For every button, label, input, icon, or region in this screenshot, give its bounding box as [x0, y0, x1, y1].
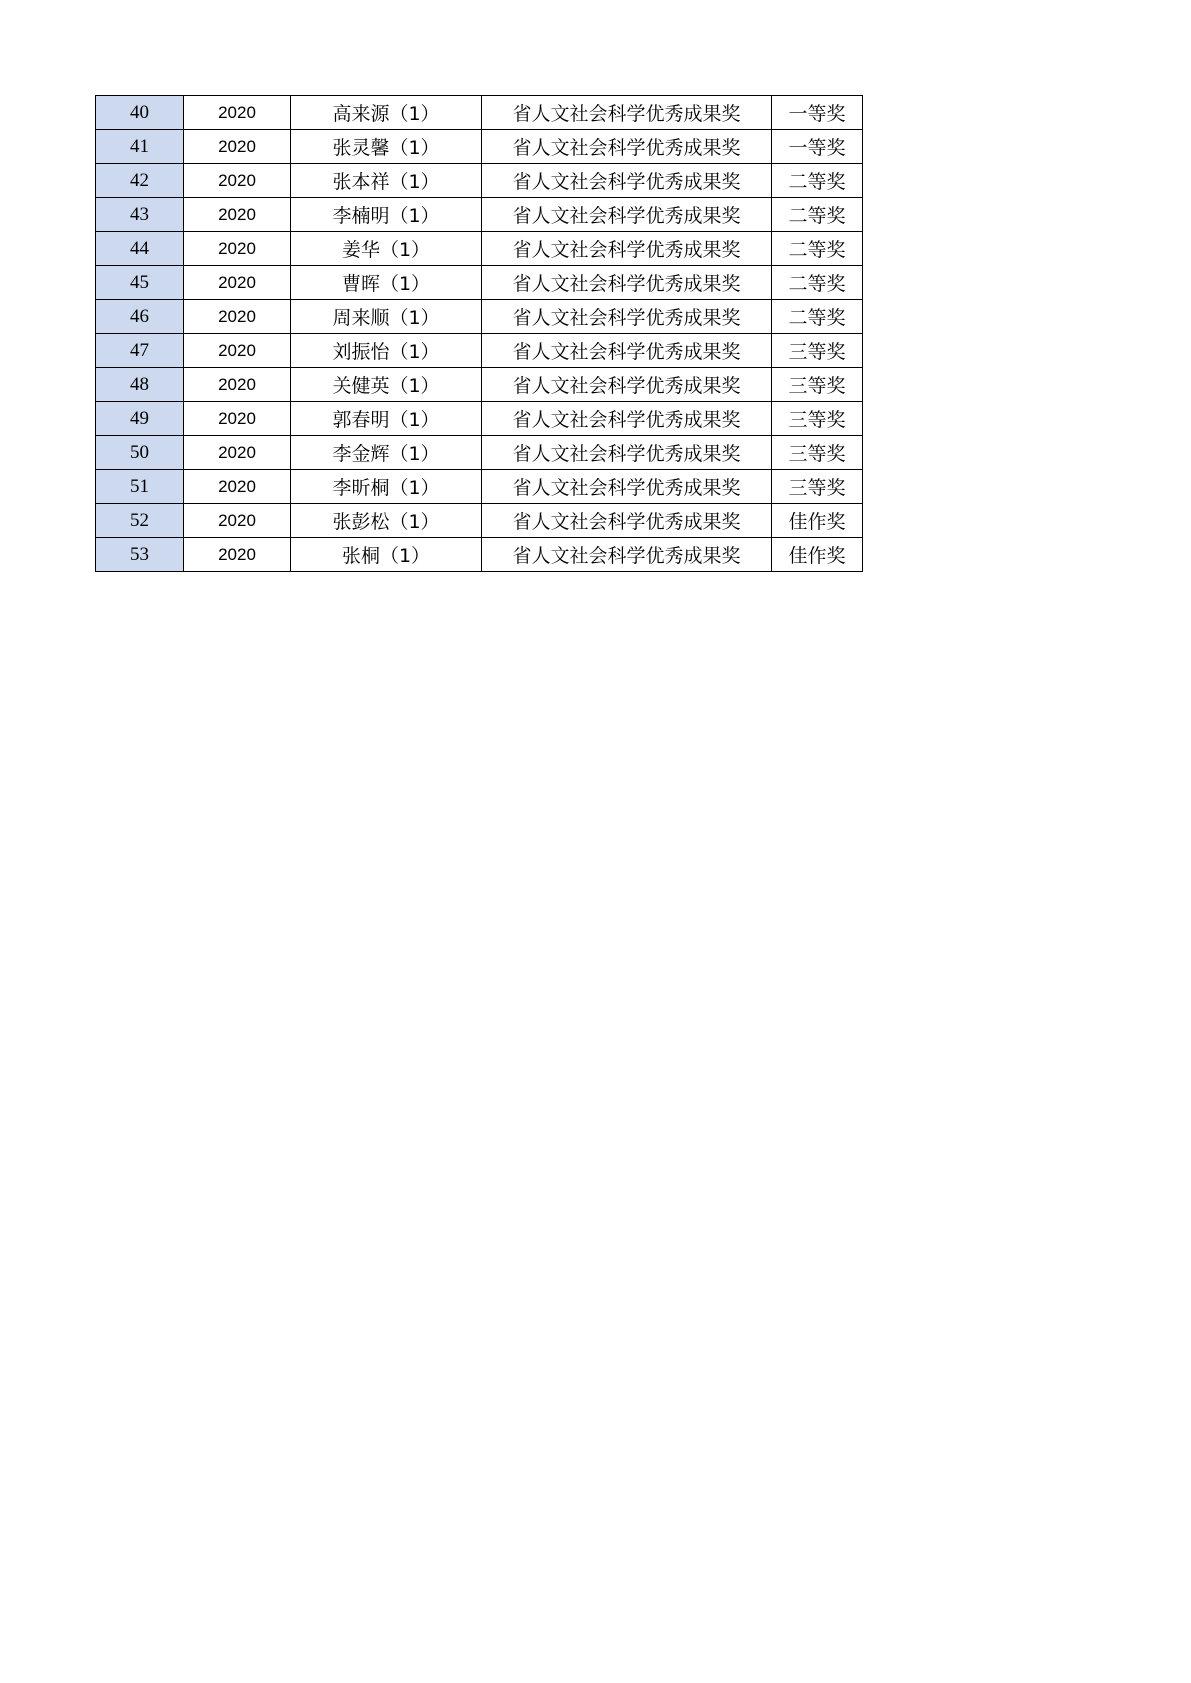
table-row	[96, 164, 863, 198]
cell-year: 2020	[184, 96, 291, 130]
cell-year: 2020	[184, 130, 291, 164]
cell-level: 三等奖	[772, 402, 863, 436]
cell-award: 省人文社会科学优秀成果奖	[482, 266, 772, 300]
award-table	[95, 95, 863, 572]
cell-level: 二等奖	[772, 300, 863, 334]
cell-index: 44	[96, 232, 184, 266]
cell-level: 一等奖	[772, 96, 863, 130]
cell-level: 二等奖	[772, 164, 863, 198]
cell-index: 50	[96, 436, 184, 470]
cell-index: 47	[96, 334, 184, 368]
cell-index: 40	[96, 96, 184, 130]
cell-name: 李金辉（1）	[291, 436, 482, 470]
cell-name: 李昕桐（1）	[291, 470, 482, 504]
table-row	[96, 266, 863, 300]
cell-level: 二等奖	[772, 198, 863, 232]
table-row	[96, 232, 863, 266]
cell-year: 2020	[184, 402, 291, 436]
cell-award: 省人文社会科学优秀成果奖	[482, 96, 772, 130]
cell-award: 省人文社会科学优秀成果奖	[482, 402, 772, 436]
cell-year: 2020	[184, 232, 291, 266]
cell-year: 2020	[184, 334, 291, 368]
cell-award: 省人文社会科学优秀成果奖	[482, 300, 772, 334]
table-row	[96, 436, 863, 470]
table-row	[96, 334, 863, 368]
cell-index: 51	[96, 470, 184, 504]
cell-level: 二等奖	[772, 266, 863, 300]
cell-award: 省人文社会科学优秀成果奖	[482, 368, 772, 402]
award-table-body	[96, 96, 863, 572]
cell-year: 2020	[184, 300, 291, 334]
cell-award: 省人文社会科学优秀成果奖	[482, 198, 772, 232]
cell-name: 郭春明（1）	[291, 402, 482, 436]
cell-award: 省人文社会科学优秀成果奖	[482, 334, 772, 368]
cell-index: 42	[96, 164, 184, 198]
cell-index: 52	[96, 504, 184, 538]
cell-index: 46	[96, 300, 184, 334]
cell-year: 2020	[184, 266, 291, 300]
table-row	[96, 368, 863, 402]
cell-award: 省人文社会科学优秀成果奖	[482, 470, 772, 504]
table-row	[96, 300, 863, 334]
cell-award: 省人文社会科学优秀成果奖	[482, 130, 772, 164]
cell-level: 三等奖	[772, 470, 863, 504]
cell-index: 43	[96, 198, 184, 232]
table-row	[96, 504, 863, 538]
cell-year: 2020	[184, 368, 291, 402]
cell-award: 省人文社会科学优秀成果奖	[482, 436, 772, 470]
cell-name: 刘振怡（1）	[291, 334, 482, 368]
cell-award: 省人文社会科学优秀成果奖	[482, 232, 772, 266]
cell-level: 三等奖	[772, 436, 863, 470]
cell-name: 张彭松（1）	[291, 504, 482, 538]
cell-name: 张桐（1）	[291, 538, 482, 572]
cell-index: 45	[96, 266, 184, 300]
cell-level: 佳作奖	[772, 504, 863, 538]
cell-name: 曹晖（1）	[291, 266, 482, 300]
cell-award: 省人文社会科学优秀成果奖	[482, 504, 772, 538]
table-row	[96, 538, 863, 572]
cell-index: 49	[96, 402, 184, 436]
cell-year: 2020	[184, 470, 291, 504]
cell-level: 二等奖	[772, 232, 863, 266]
cell-name: 张本祥（1）	[291, 164, 482, 198]
cell-index: 48	[96, 368, 184, 402]
cell-year: 2020	[184, 538, 291, 572]
cell-year: 2020	[184, 436, 291, 470]
cell-name: 周来顺（1）	[291, 300, 482, 334]
table-row	[96, 470, 863, 504]
cell-level: 三等奖	[772, 368, 863, 402]
cell-level: 佳作奖	[772, 538, 863, 572]
cell-name: 姜华（1）	[291, 232, 482, 266]
table-row	[96, 96, 863, 130]
cell-index: 53	[96, 538, 184, 572]
cell-year: 2020	[184, 504, 291, 538]
cell-name: 关健英（1）	[291, 368, 482, 402]
cell-award: 省人文社会科学优秀成果奖	[482, 538, 772, 572]
cell-level: 三等奖	[772, 334, 863, 368]
cell-year: 2020	[184, 198, 291, 232]
table-row	[96, 402, 863, 436]
cell-name: 高来源（1）	[291, 96, 482, 130]
cell-name: 张灵馨（1）	[291, 130, 482, 164]
cell-year: 2020	[184, 164, 291, 198]
award-table-container	[95, 95, 862, 572]
cell-level: 一等奖	[772, 130, 863, 164]
cell-index: 41	[96, 130, 184, 164]
table-row	[96, 198, 863, 232]
cell-name: 李楠明（1）	[291, 198, 482, 232]
cell-award: 省人文社会科学优秀成果奖	[482, 164, 772, 198]
table-row	[96, 130, 863, 164]
